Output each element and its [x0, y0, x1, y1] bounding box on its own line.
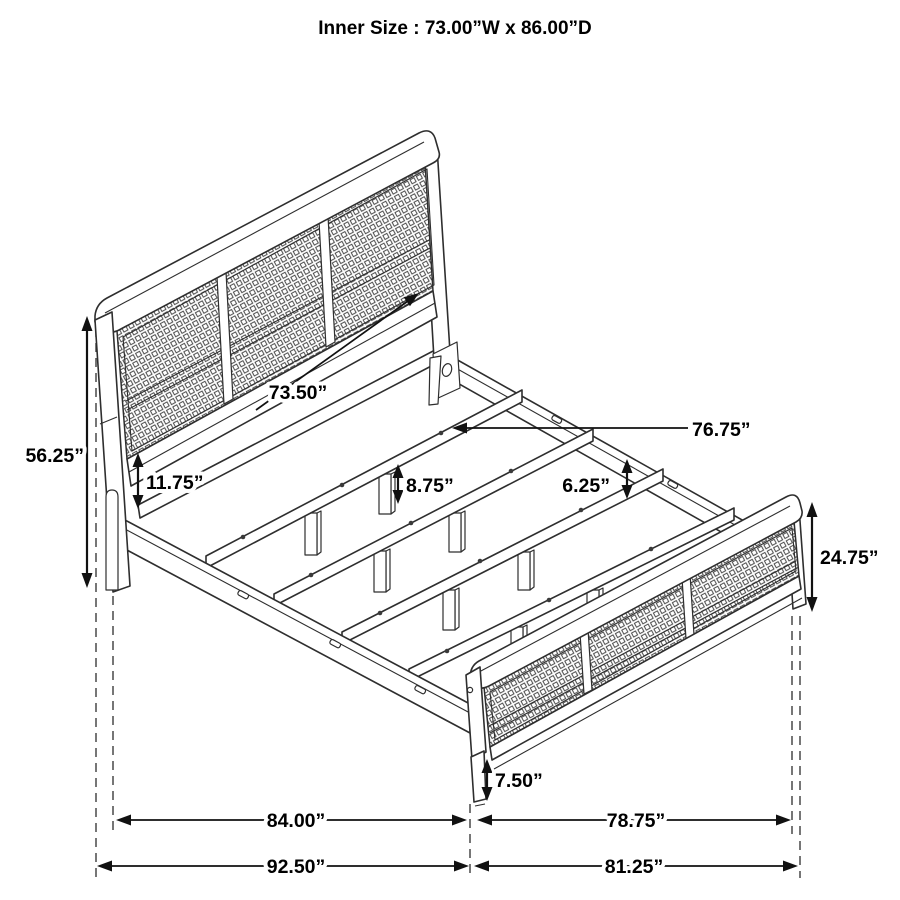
dimension-label-overall-depth: 92.50”: [266, 856, 326, 878]
dimension-label-footboard-height: 24.75”: [820, 547, 879, 569]
dimension-label-footboard-overall-span: 81.25”: [604, 856, 664, 878]
near-rail-ledge: [110, 521, 470, 713]
headboard-cane-panel: [117, 162, 433, 459]
slat-leg: [518, 552, 530, 590]
dimension-label-headboard-height: 56.25”: [25, 445, 84, 467]
dimension-slat-length: [452, 419, 751, 441]
dimension-label-side-rail-span: 84.00”: [266, 810, 326, 832]
dimension-label-footboard-leg-height: 7.50”: [495, 770, 543, 792]
dimension-label-slat-spacing: 6.25”: [562, 475, 610, 497]
slat-2: [274, 429, 593, 606]
slat-leg: [449, 513, 461, 552]
dimension-footboard-overall-span: [474, 856, 798, 878]
dimension-footboard-span: [477, 810, 791, 832]
diagram-title: Inner Size : 73.00”W x 86.00”D: [318, 18, 592, 39]
slat-leg: [374, 551, 386, 592]
near-side-rail: [110, 512, 470, 733]
dimension-headboard-height: [25, 316, 92, 588]
dimension-footboard-height: [807, 502, 879, 612]
dimension-support-leg-height: [393, 464, 454, 504]
dimension-label-slat-length: 76.75”: [692, 419, 751, 441]
dimension-footboard-leg-height: [482, 759, 543, 801]
dimension-overall-depth: [97, 856, 469, 878]
dimension-side-rail-span: [116, 810, 467, 832]
headboard-rear-leg: [106, 490, 118, 590]
footboard-post-peg: [467, 687, 472, 692]
dimension-label-footboard-span: 78.75”: [606, 810, 666, 832]
footboard-leg-foot: [475, 804, 485, 806]
slat-leg: [305, 513, 317, 555]
slat-leg: [379, 474, 391, 514]
slat-leg: [443, 590, 455, 630]
dimension-label-support-leg-height: 8.75”: [406, 475, 454, 497]
dimension-label-headboard-panel-to-rail: 11.75”: [146, 472, 204, 494]
dimension-label-headboard-inner-width: 73.50”: [268, 382, 328, 404]
footboard: [466, 495, 806, 806]
footboard-near-leg: [471, 751, 486, 802]
near-rail-board: [110, 512, 470, 733]
